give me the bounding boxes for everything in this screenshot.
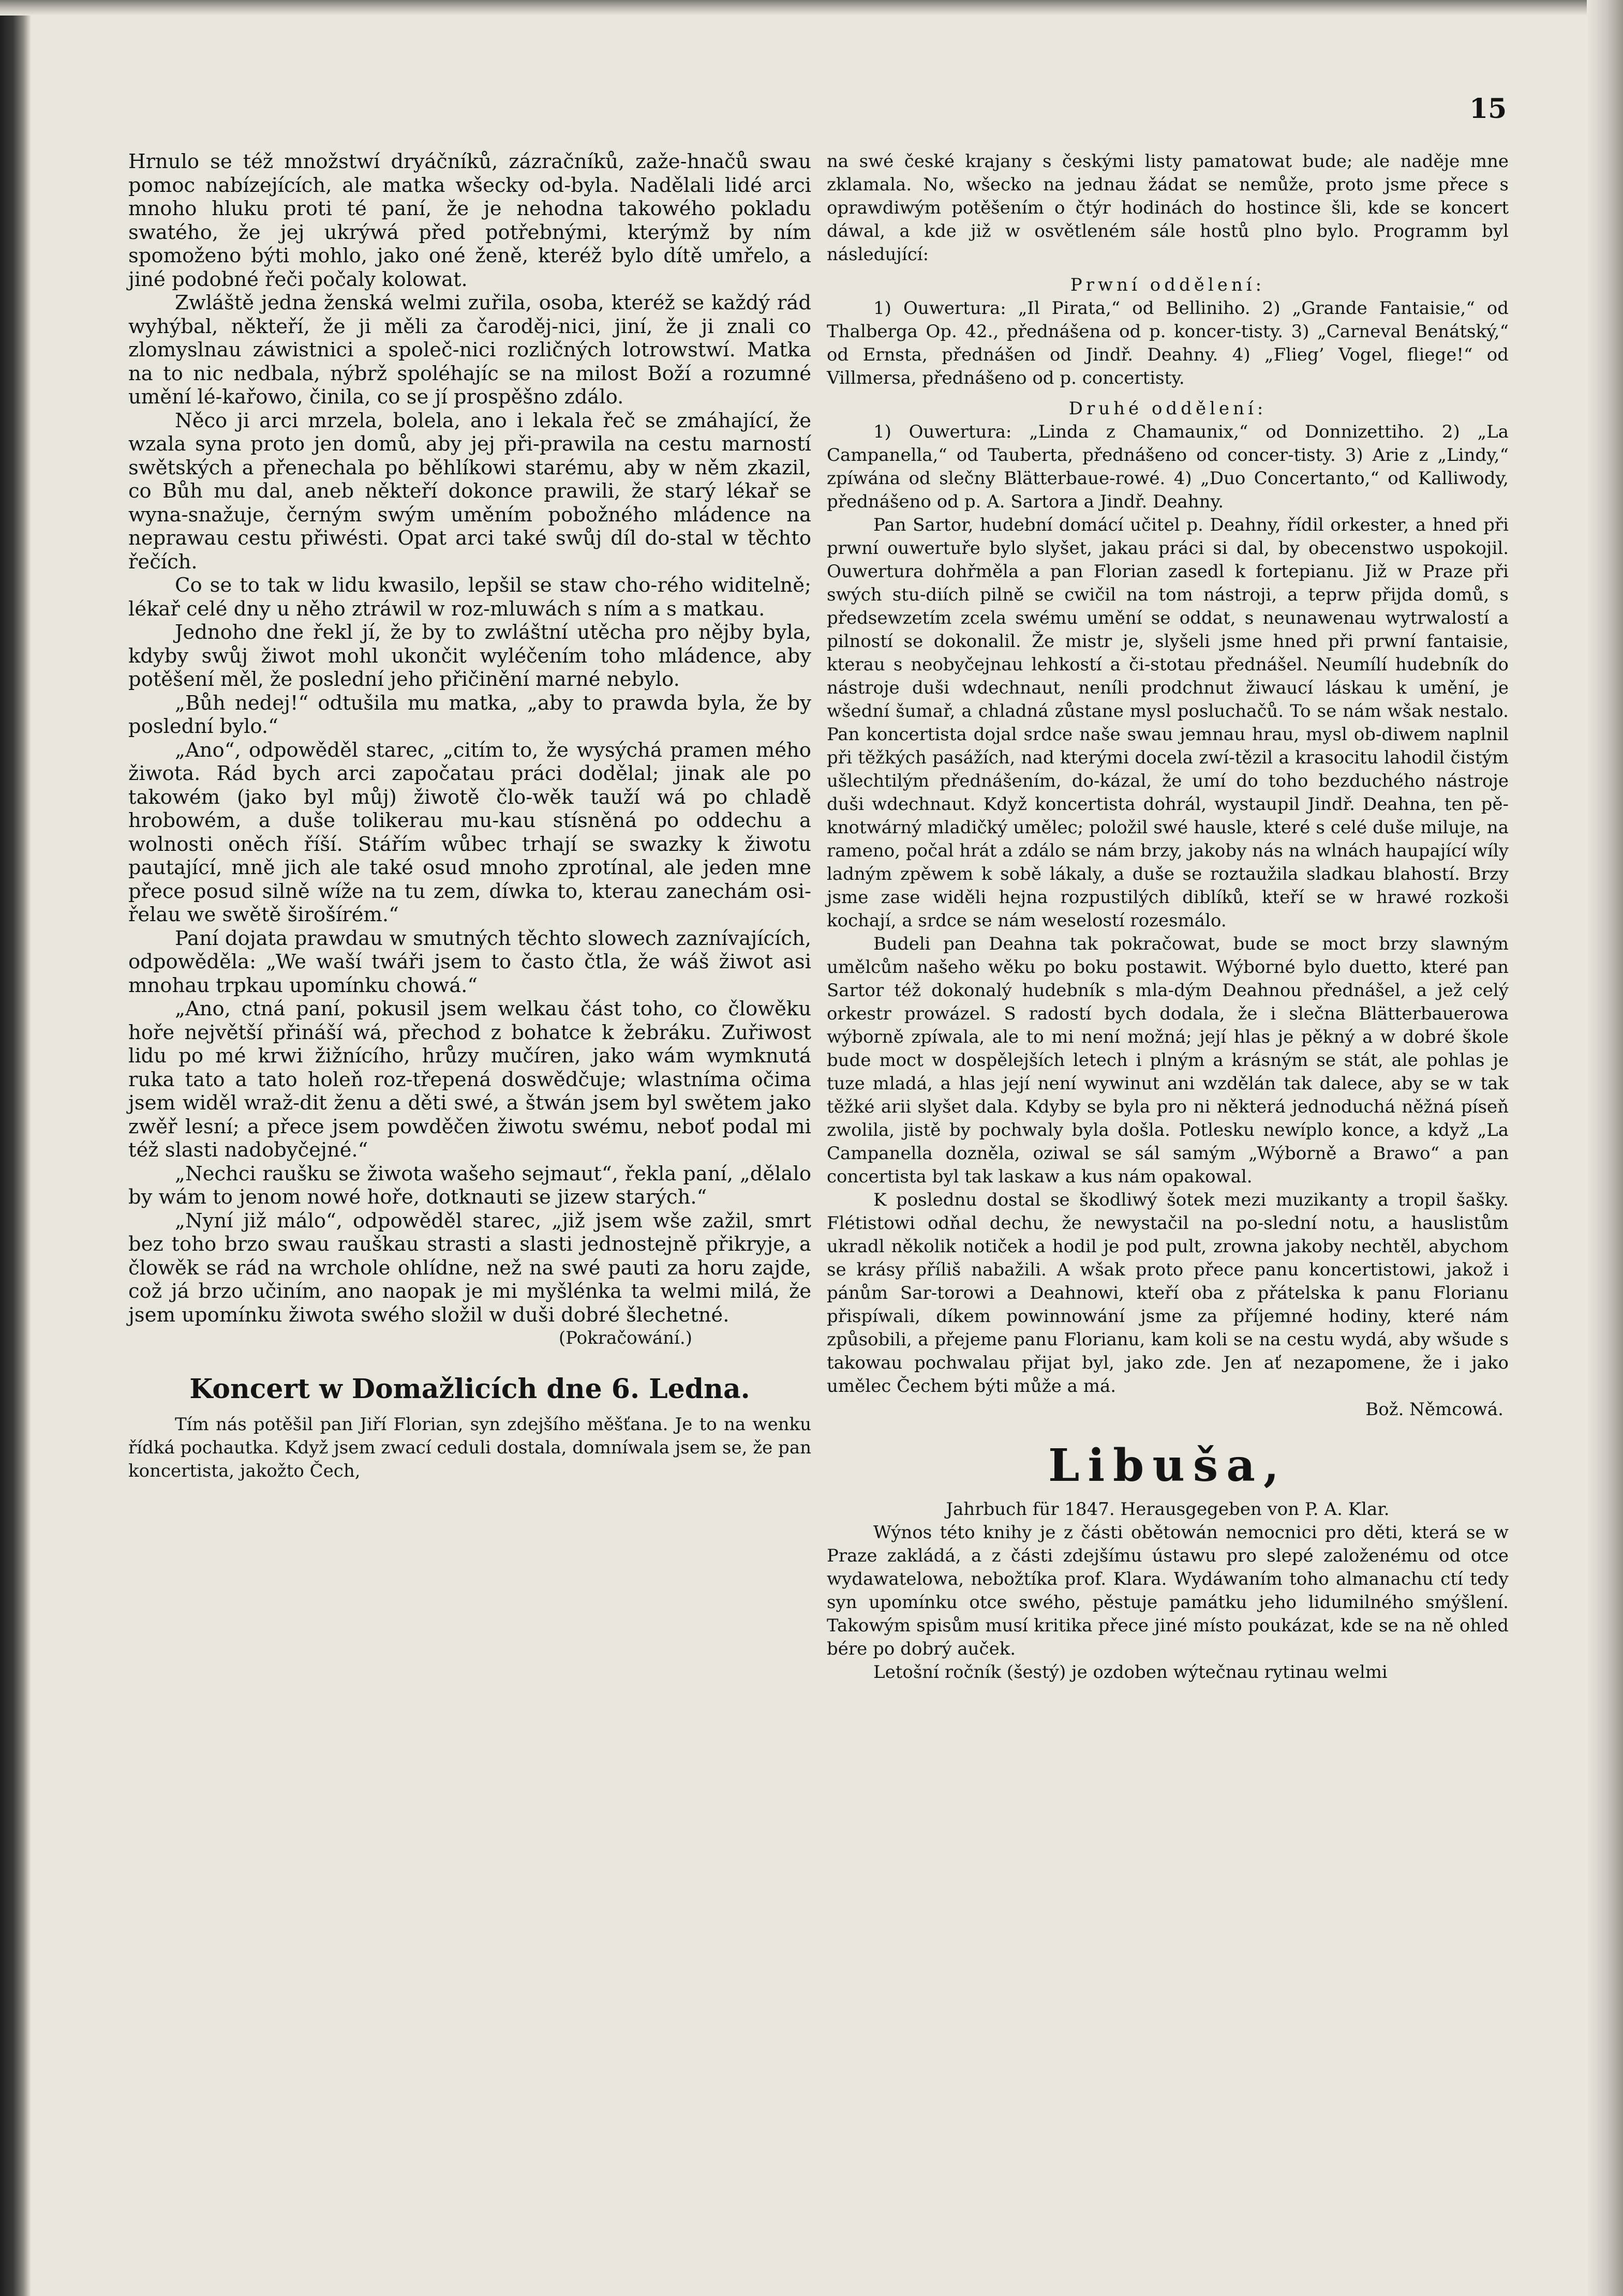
left-column: [128, 150, 811, 1483]
paragraph: Co se to tak w lidu kwasilo, lepšil se staw cho-rého widitelně; lékař celé dny u něho ztráwil w roz-mluwách s ním a s matkau.: [128, 574, 811, 621]
paragraph: Pan Sartor, hudební domácí učitel p. Deahny, řídil orkester, a hned při prwní ouwertuře bylo slyšet, jakau práci si dal, by obecenstwo uspokojil. Ouwertura dohřměla a pan Florian zasedl k fortepianu. Již w Praze při swých stu-diích pilně se cwičil na tom nástroji, a teprw přijda domů, s předsewzetím zcela swému umění se oddat, s neunawenau wytrwalostí a pilností se dokonalil. Že mistr je, slyšeli jsme hned při prwní fantaisie, kterau s neobyčejnau lehkostí a či-stotau přednášel. Neumílí hudebník do nástroje duši wdechnaut, neníli prodchnut žiwaucí láskau k umění, je wšední šumař, a chladná zůstane mysl posluchačů. To se nám wšak nestalo. Pan koncertista dojal srdce naše swau jemnau hrau, mysl ob-diwem naplnil při těžkých pasážích, nad kterými docela zwí-tězil a krasocitu lahodil čistým ušlechtilým přednášením, do-kázal, že umí do toho bezduchého nástroje duši wdechnaut. Když koncertista dohrál, wystaupil Jindř. Deahna, ten pě-knotwárný mladičký umělec; položil swé hausle, které s celé duše miluje, na rameno, počal hrát a zdálo se nám brzy, jakoby nás na wlnách haupající wíly ladným zpěwem k sobě lákaly, a duše se roztaužila sladkau blahostí. Brzy jsme zase widěli hejna rozpustilých diblíků, kteří se w hrawé rozkoši kochají, a srdce se nám weselostí rozesmálo.: [827, 515, 1509, 931]
libusa-subtitle: Jahrbuch für 1847. Herausgegeben von P. A. Klar.: [946, 1499, 1390, 1520]
paragraph: „Ano“, odpowěděl starec, „citím to, že wysýchá pramen mého žiwota. Rád bych arci započatau práci dodělal; jinak ale po takowém (jako byl můj) žiwotě člo-wěk tauží wá po chladě hrobowém, a duše tolikerau mu-kau stísněná po oddechu a wolnosti oněch říší. Stářím wůbec trhají se swazky k žiwotu pautající, mně jich ale také osud mnoho zprotínal, ale jeden mne přece posud silně wíže na tu zem, díwka to, kterau zanechám osi-řelau we swětě širošírém.“: [128, 738, 811, 926]
paragraph: Hrnulo se též množstwí dryáčníků, zázračníků, zaže-hnačů swau pomoc nabízejících, ale matka wšecky od-byla. Nadělali lidé arci mnoho hluku proti té paní, že je nehodna takowého pokladu swatého, že jej ukrýwá před potřebnými, kterýmž by ním spomoženo býti mohlo, jako oné ženě, kteréž bylo dítě umřelo, a jiné podobné řeči počaly kolowat.: [128, 150, 811, 291]
program-part2-heading: Druhé oddělení:: [1068, 398, 1267, 419]
concert-intro: Tím nás potěšil pan Jiří Florian, syn zdejšího měšťana. Je to na wenku řídká pochautka. Když jsem zwací ceduli dostala, domníwala jsem se, že pan koncertista, jakožto Čech,: [128, 1414, 811, 1481]
paragraph: Něco ji arci mrzela, bolela, ano i lekala řeč se zmáhající, že wzala syna proto jen domů, aby jej při-prawila na cestu marností swětských a přenechala po běhlíkowi starému, aby w něm zkazil, co Bůh mu dal, aneb někteří dokonce prawili, že starý lékař se wyna-snažuje, černým swým uměním pobožného mládence na neprawau cestu přiwésti. Opat arci také swůj díl do-stal w těchto řečích.: [128, 409, 811, 574]
paragraph: Jednoho dne řekl jí, že by to zwláštní utěcha pro nějby byla, kdyby swůj žiwot mohl ukončit wyléčením toho mládence, aby potěšení měl, že poslední jeho přičinění marné nebylo.: [128, 621, 811, 691]
continued-note: (Pokračowání.): [558, 1328, 692, 1348]
program-part2: 1) Ouwertura: „Linda z Chamaunix,“ od Donnizettiho. 2) „La Campanella,“ od Tauberta, přednášeno od concer-tisty. 3) Arie z „Lindy,“ zpíwána od slečny Blätterbaue-rowé. 4) „Duo Concertanto,“ od Kalliwody, přednášeno od p. A. Sartora a Jindř. Deahny.: [827, 422, 1509, 512]
paragraph: „Nyní již málo“, odpowěděl starec, „již jsem wše zažil, smrt bez toho brzo swau rauškau strasti a slasti jednostejně přikryje, a člowěk se rád na wrchole ohlídne, než na swé pauti za horu zajde, což já brzo učiním, ano naopak je mi myšlénka ta welmi milá, že jsem upomínku žiwota swého složil w duši dobré šlechetné.: [128, 1209, 811, 1327]
paragraph: „Bůh nedej!“ odtušila mu matka, „aby to prawda byla, že by poslední bylo.“: [128, 691, 811, 738]
page-right-edge: [1587, 0, 1623, 2296]
paragraph: Wýnos této knihy je z části obětowán nemocnici pro děti, která se w Praze zakládá, a z části zdejšímu ústawu pro slepé založenému od otce wydawatelowa, nebožtíka prof. Klara. Wydáwaním toho almanachu ctí tedy syn upomínku otce swého, pěstuje památku jeho lidumilného smýšlení. Takowým spisům musí kritika přece jiné místo poukázat, kde se na ně ohled bére po dobrý auček.: [827, 1522, 1509, 1659]
page-number: 15: [1469, 93, 1507, 125]
book-gutter-shadow: [0, 0, 31, 2296]
paragraph: Budeli pan Deahna tak pokračowat, bude se moct brzy slawným umělcům našeho wěku po boku postawit. Wýborné bylo duetto, které pan Sartor též dokonalý hudebník s mla-dým Deahnou přednášel, a jež celý orkestr prowázel. S radostí bych dodala, že i slečna Blätterbauerowa wýborně zpíwala, ale to mi není možná; její hlas je pěkný a w dobré škole bude moct w dospělejších letech i plným a krásným se stát, ale pohlas je tuze mladá, a hlas její není wywinut ani wzdělán tak dalece, aby se w tak těžké arii slyšet dala. Kdyby se byla pro ni některá jednoduchá něžná píseň zwolila, jistě by pochwaly byla došla. Potlesku newíplo konce, a když „La Campanella dozněla, oziwal se sál samým „Wýborně a Brawo“ a pan concertista byl tak laskaw a kus nám opakowal.: [827, 934, 1509, 1187]
paragraph: Paní dojata prawdau w smutných těchto slowech zaznívajících, odpowěděla: „We waší twáři jsem to často čtla, že wáš žiwot asi mnohau trpkau upomínku chowá.“: [128, 926, 811, 997]
concert-intro-continued: na swé české krajany s českými listy pamatowat bude; ale naděje mne zklamala. No, wšecko na jednau žádat se nemůže, proto jsme přece s oprawdiwým potěšením o čtýr hodinách do hostince šli, kde se koncert dáwal, a kde již w osvětleném sále hostů plno bylo. Programm byl následující:: [827, 151, 1509, 265]
paragraph: Letošní ročník (šestý) je ozdoben wýtečnau rytinau welmi: [873, 1662, 1388, 1683]
paragraph: „Nechci raušku se žiwota wašeho sejmaut“, řekla paní, „dělalo by wám to jenom nowé hoře, dotknauti se jizew starých.“: [128, 1162, 811, 1209]
program-part1-heading: Prwní oddělení:: [1070, 275, 1265, 295]
author-signature: Bož. Němcowá.: [1365, 1399, 1503, 1420]
paragraph: „Ano, ctná paní, pokusil jsem welkau část toho, co člowěku hoře největší přináší wá, přechod z bohatce k žebráku. Zuřiwost lidu po mé krwi žižnícího, hrůzy mučíren, jako wám wymknutá ruka tato a tato holeň roz-třepená doswědčuje; wlastníma očima jsem widěl wraž-dit ženu a děti swé, a štwán jsem byl swětem jako zwěř lesní; a přece jsem powděčen žiwotu swému, neboť podal mi též slasti nadobyčejné.“: [128, 997, 811, 1162]
paragraph: K poslednu dostal se škodliwý šotek mezi muzikanty a tropil šašky. Flétistowi odňal dechu, že newystačil na po-slední notu, a hauslistům ukradl několik notiček a hodil je pod pult, zrowna jakoby nechtěl, abychom se krásy příliš nabažili. A wšak proto přece panu koncertistowi, jakož i pánům Sar-torowi a Deahnowi, kteří oba z přátelska k panu Florianu přispíwali, díkem powinnowání jsme za příjemné hodiny, které nám způsobili, a přejeme panu Florianu, kam koli se na cestu wydá, aby wšude s takowau pochwalau přijat byl, jako zde. Jen ať nezapomene, že i jako umělec Čechem býti může a má.: [827, 1190, 1509, 1397]
program-part1: 1) Ouwertura: „Il Pirata,“ od Belliniho. 2) „Grande Fantaisie,“ od Thalberga Op. 42., přednášena od p. koncer-tisty. 3) „Carneval Benátský,“ od Ernsta, přednášen od Jindř. Deahny. 4) „Flieg’ Vogel, fliege!“ od Villmersa, přednášeno od p. concertisty.: [827, 298, 1509, 388]
paragraph: Zwláště jedna ženská welmi zuřila, osoba, kteréž se každý rád wyhýbal, někteří, že ji měli za čaroděj-nici, jiní, že ji znali co zlomyslnau záwistnici a společ-nici rozličných lotrowstwí. Matka na to nic nedbala, nýbrž spoléhajíc se na milost Boží a rozumné umění lé-kařowo, činila, co se jí prospěšno zdálo.: [128, 291, 811, 409]
concert-article-title: Koncert w Domažlicích dne 6. Ledna.: [189, 1373, 750, 1405]
page-top-edge: [0, 0, 1623, 16]
right-column: [827, 150, 1509, 1684]
libusa-title: Libuša,: [1048, 1439, 1287, 1492]
